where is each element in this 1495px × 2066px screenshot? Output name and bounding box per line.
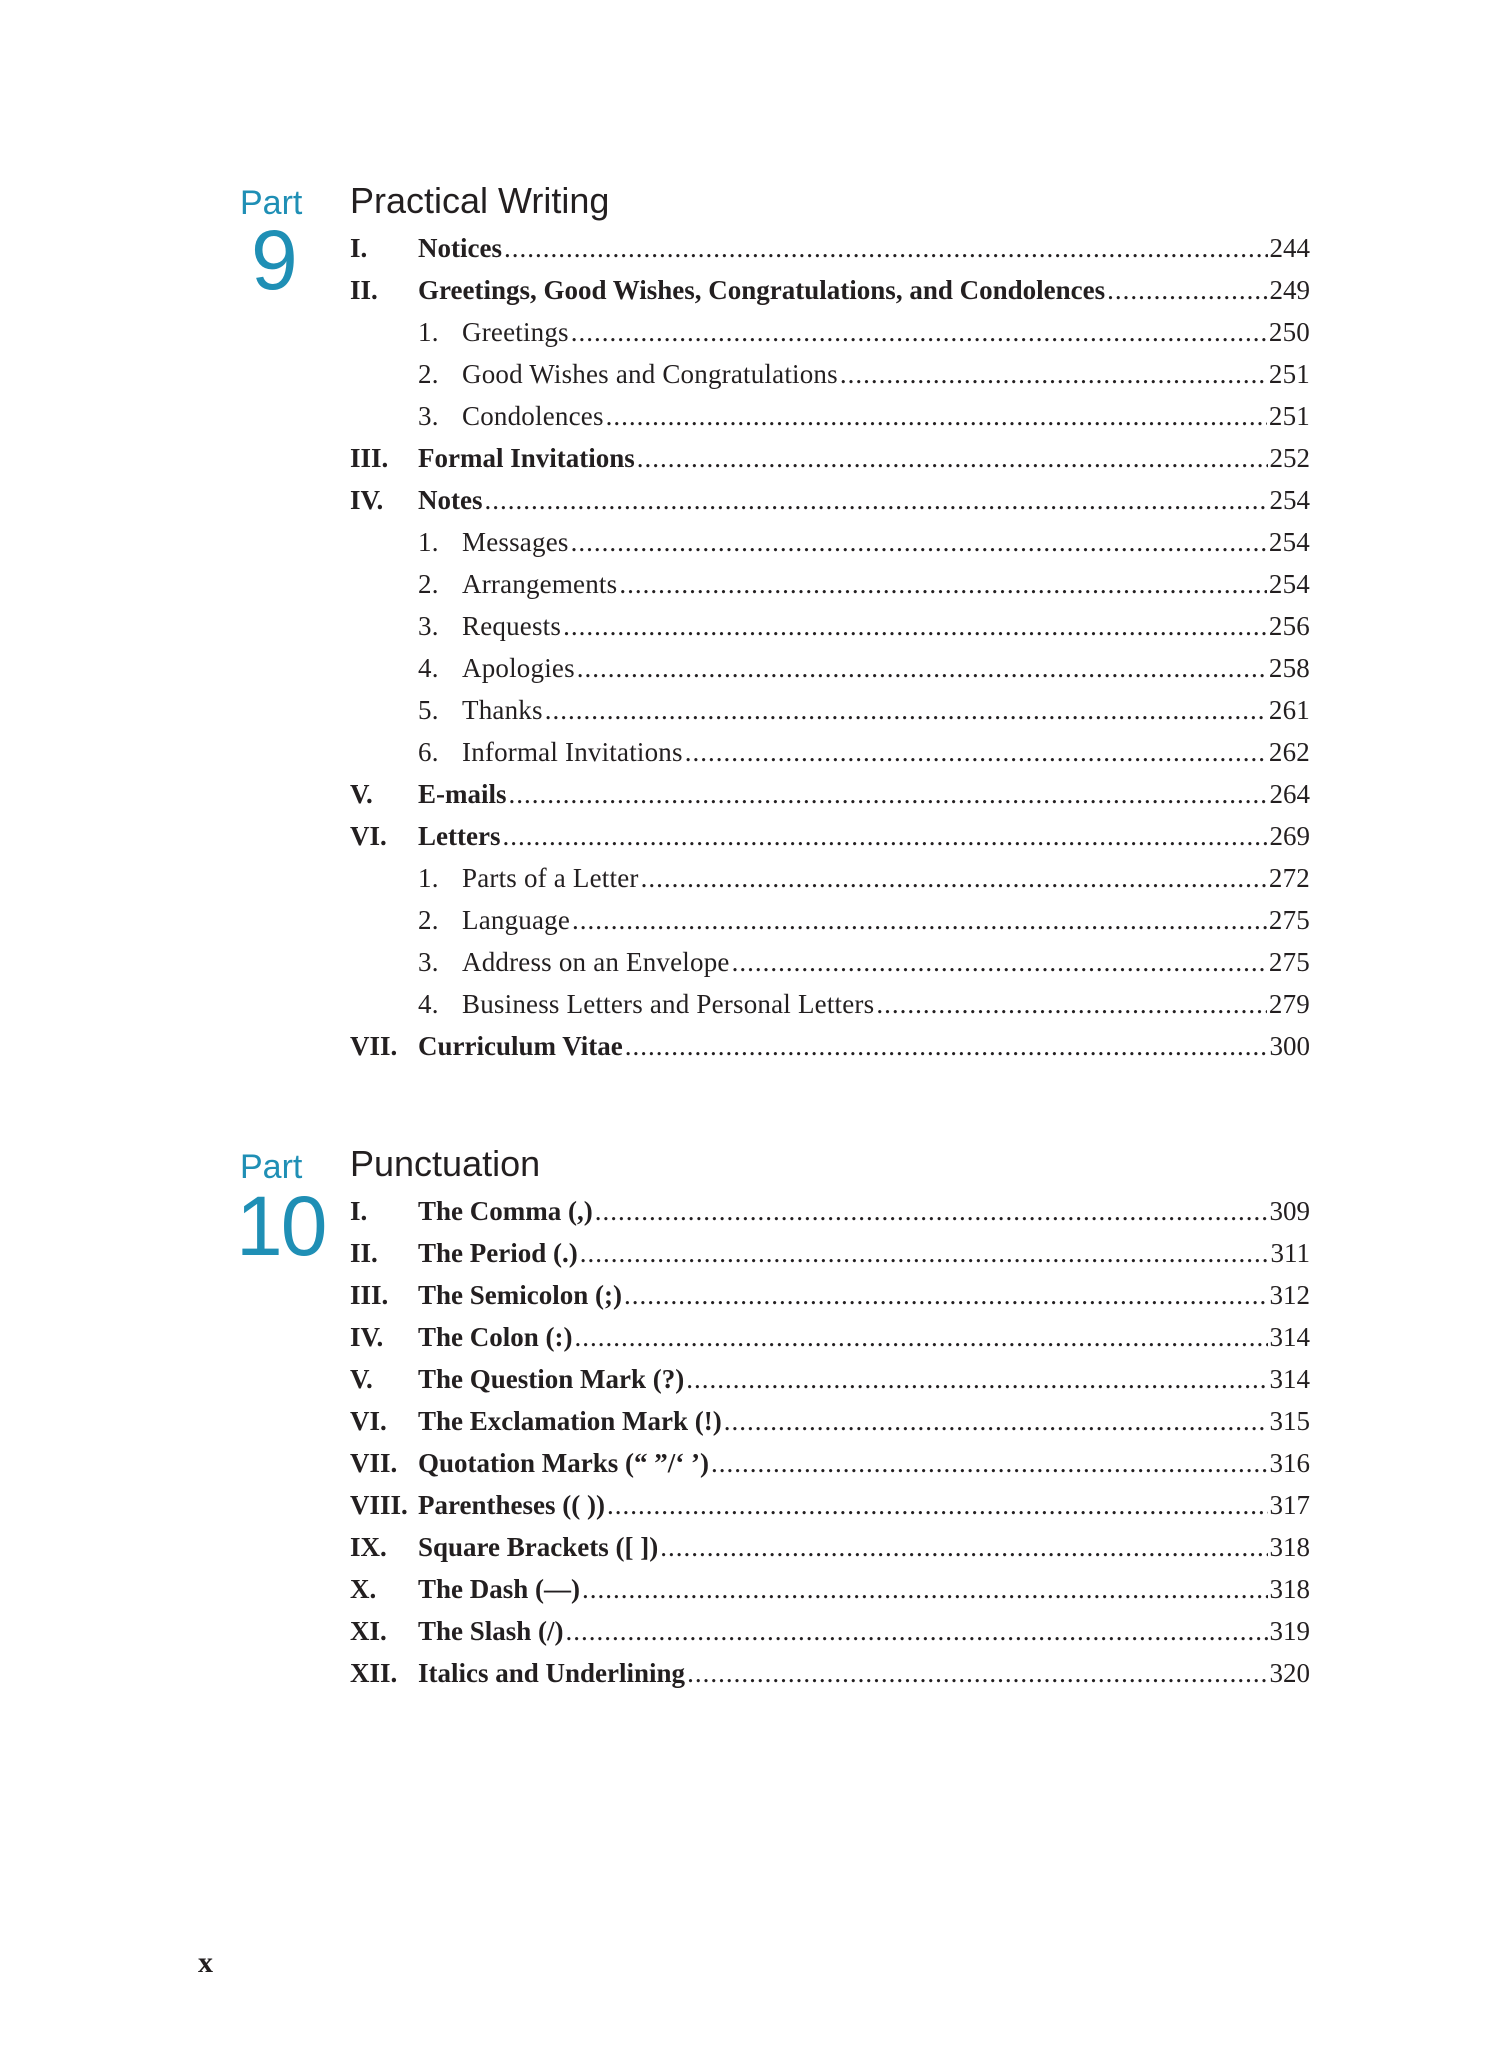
toc-entry-title: Business Letters and Personal Letters xyxy=(462,989,875,1019)
toc-entry-page: 309 xyxy=(1269,1196,1310,1226)
dot-leader xyxy=(571,521,1267,563)
toc-entry[interactable] xyxy=(350,1358,1310,1400)
toc-entry-page: 244 xyxy=(1269,233,1310,263)
toc-entry[interactable] xyxy=(350,227,1310,269)
dot-leader xyxy=(582,1568,1267,1610)
dot-leader xyxy=(509,773,1268,815)
toc-entry-page: 315 xyxy=(1269,1406,1310,1436)
toc-entry-number: II. xyxy=(350,1238,378,1268)
toc-entry-title: Greetings, Good Wishes, Congratulations, and Condolences xyxy=(418,275,1106,305)
toc-entry[interactable] xyxy=(350,1484,1310,1526)
dot-leader xyxy=(624,1274,1268,1316)
toc-entry-page: 269 xyxy=(1269,821,1310,851)
toc-entry-page: 264 xyxy=(1269,779,1310,809)
toc-entry[interactable] xyxy=(350,563,1310,605)
part-label: Part xyxy=(240,184,303,222)
toc-entry[interactable] xyxy=(350,1568,1310,1610)
dot-leader xyxy=(563,605,1267,647)
toc-entry-number: III. xyxy=(350,443,389,473)
toc-entry-page: 318 xyxy=(1269,1574,1310,1604)
toc-entry-title: E-mails xyxy=(418,779,507,809)
toc-entry-title: Square Brackets ([ ]) xyxy=(418,1532,659,1562)
toc-entry-title: Good Wishes and Congratulations xyxy=(462,359,838,389)
toc-entry-title: Requests xyxy=(462,611,562,641)
toc-entry-title: The Comma (,) xyxy=(418,1196,593,1226)
toc-entry[interactable] xyxy=(350,773,1310,815)
dot-leader xyxy=(595,1190,1268,1232)
part-label: Part xyxy=(240,1148,303,1186)
toc-entry[interactable] xyxy=(350,479,1310,521)
toc-entry-number: VII. xyxy=(350,1448,398,1478)
toc-entry-title: The Colon (:) xyxy=(418,1322,573,1352)
dot-leader xyxy=(686,1358,1267,1400)
toc-entry-number: I. xyxy=(350,233,368,263)
dot-leader xyxy=(572,899,1267,941)
toc-entry-title: Letters xyxy=(418,821,501,851)
toc-entry-page: 251 xyxy=(1268,359,1310,389)
toc-entry-page: 300 xyxy=(1269,1031,1310,1061)
toc-entry-title: The Semicolon (;) xyxy=(418,1280,622,1310)
part-title: Practical Writing xyxy=(350,180,610,221)
dot-leader xyxy=(504,227,1268,269)
part-number: 9 xyxy=(251,213,296,307)
page-folio: x xyxy=(198,1946,213,1979)
toc-entry-page: 317 xyxy=(1269,1490,1310,1520)
dot-leader xyxy=(637,437,1268,479)
toc-entry-title: Parentheses (( )) xyxy=(418,1490,605,1520)
toc-entry-title: The Exclamation Mark (!) xyxy=(418,1406,722,1436)
dot-leader xyxy=(876,983,1267,1025)
toc-entry-title: Messages xyxy=(462,527,569,557)
toc-entry[interactable] xyxy=(350,647,1310,689)
toc-entry[interactable] xyxy=(350,1610,1310,1652)
toc-entry-number: IX. xyxy=(350,1532,387,1562)
toc-entry-page: 275 xyxy=(1268,947,1310,977)
toc-entry-title: Greetings xyxy=(462,317,569,347)
toc-entry-number: III. xyxy=(350,1280,389,1310)
toc-list xyxy=(350,1190,1310,1694)
dot-leader xyxy=(732,941,1267,983)
toc-entry-page: 258 xyxy=(1268,653,1310,683)
toc-entry[interactable] xyxy=(350,941,1310,983)
toc-entry-title: Notices xyxy=(418,233,502,263)
dot-leader xyxy=(545,689,1267,731)
toc-entry[interactable] xyxy=(350,1526,1310,1568)
toc-entry-number: 1. xyxy=(418,527,439,557)
dot-leader xyxy=(571,311,1267,353)
toc-entry-page: 314 xyxy=(1269,1364,1310,1394)
toc-entry-page: 275 xyxy=(1268,905,1310,935)
toc-entry-number: V. xyxy=(350,1364,373,1394)
toc-entry-page: 249 xyxy=(1269,275,1310,305)
toc-entry-title: The Question Mark (?) xyxy=(418,1364,685,1394)
toc-entry-title: Informal Invitations xyxy=(462,737,683,767)
dot-leader xyxy=(687,1652,1267,1694)
toc-entry-number: 3. xyxy=(418,947,439,977)
toc-entry-page: 250 xyxy=(1268,317,1310,347)
toc-entry-number: XI. xyxy=(350,1616,387,1646)
dot-leader xyxy=(724,1400,1268,1442)
toc-entry-title: Arrangements xyxy=(462,569,618,599)
toc-entry[interactable] xyxy=(350,437,1310,479)
toc-entry-page: 279 xyxy=(1268,989,1310,1019)
toc-entry[interactable] xyxy=(350,1400,1310,1442)
toc-entry[interactable] xyxy=(350,353,1310,395)
toc-entry-number: I. xyxy=(350,1196,368,1226)
toc-entry-page: 254 xyxy=(1269,485,1310,515)
toc-entry[interactable] xyxy=(350,857,1310,899)
toc-entry-page: 262 xyxy=(1268,737,1310,767)
dot-leader xyxy=(575,1316,1268,1358)
toc-entry-number: 4. xyxy=(418,653,439,683)
toc-entry-number: II. xyxy=(350,275,378,305)
part-title: Punctuation xyxy=(350,1143,541,1184)
toc-entry[interactable] xyxy=(350,1652,1310,1694)
toc-entry-number: 1. xyxy=(418,863,439,893)
toc-entry-number: 2. xyxy=(418,359,439,389)
toc-entry[interactable] xyxy=(350,395,1310,437)
dot-leader xyxy=(580,1232,1269,1274)
toc-entry-title: Apologies xyxy=(462,653,575,683)
toc-entry-number: XII. xyxy=(350,1658,398,1688)
dot-leader xyxy=(502,815,1267,857)
toc-entry-page: 316 xyxy=(1269,1448,1310,1478)
toc-entry-number: 5. xyxy=(418,695,439,725)
toc-entry-title: Curriculum Vitae xyxy=(418,1031,623,1061)
part-number: 10 xyxy=(236,1179,326,1273)
dot-leader xyxy=(711,1442,1268,1484)
dot-leader xyxy=(641,857,1267,899)
toc-entry-number: 3. xyxy=(418,611,439,641)
toc-entry[interactable] xyxy=(350,1190,1310,1232)
toc-entry-title: The Slash (/) xyxy=(418,1616,564,1646)
toc-entry-title: Address on an Envelope xyxy=(462,947,730,977)
dot-leader xyxy=(606,395,1267,437)
toc-entry[interactable] xyxy=(350,983,1310,1025)
toc-entry-page: 320 xyxy=(1269,1658,1310,1688)
dot-leader xyxy=(840,353,1267,395)
dot-leader xyxy=(1107,269,1267,311)
toc-entry-number: IV. xyxy=(350,1322,384,1352)
toc-entry[interactable] xyxy=(350,1316,1310,1358)
toc-entry[interactable] xyxy=(350,1274,1310,1316)
toc-entry-page: 254 xyxy=(1268,569,1310,599)
toc-entry-number: IV. xyxy=(350,485,384,515)
dot-leader xyxy=(660,1526,1267,1568)
toc-entry-page: 256 xyxy=(1268,611,1310,641)
dot-leader xyxy=(607,1484,1268,1526)
toc-entry-page: 252 xyxy=(1269,443,1310,473)
toc-entry-number: 6. xyxy=(418,737,439,767)
toc-entry-number: V. xyxy=(350,779,373,809)
toc-entry[interactable] xyxy=(350,689,1310,731)
toc-entry-title: Italics and Underlining xyxy=(418,1658,686,1688)
toc-entry-number: 2. xyxy=(418,569,439,599)
dot-leader xyxy=(625,1025,1268,1067)
toc-entry-number: X. xyxy=(350,1574,377,1604)
toc-entry-number: VI. xyxy=(350,1406,387,1436)
toc-entry[interactable] xyxy=(350,1232,1310,1274)
toc-entry-page: 311 xyxy=(1270,1238,1310,1268)
toc-entry-number: VIII. xyxy=(350,1490,408,1520)
toc-entry-title: Parts of a Letter xyxy=(462,863,639,893)
toc-list xyxy=(350,227,1310,1067)
toc-entry-title: Language xyxy=(462,905,571,935)
dot-leader xyxy=(566,1610,1268,1652)
dot-leader xyxy=(685,731,1267,773)
toc-entry[interactable] xyxy=(350,731,1310,773)
toc-entry[interactable] xyxy=(350,899,1310,941)
toc-entry-page: 261 xyxy=(1268,695,1310,725)
dot-leader xyxy=(577,647,1267,689)
toc-entry-page: 312 xyxy=(1269,1280,1310,1310)
toc-entry[interactable] xyxy=(350,521,1310,563)
toc-entry-page: 314 xyxy=(1269,1322,1310,1352)
toc-entry-number: 3. xyxy=(418,401,439,431)
toc-entry-number: VI. xyxy=(350,821,387,851)
toc-entry-title: The Dash (—) xyxy=(418,1574,581,1604)
toc-entry-title: Thanks xyxy=(462,695,543,725)
toc-entry-number: 2. xyxy=(418,905,439,935)
toc-entry-number: 1. xyxy=(418,317,439,347)
toc-entry[interactable] xyxy=(350,605,1310,647)
toc-entry-title: Formal Invitations xyxy=(418,443,635,473)
toc-entry-page: 272 xyxy=(1268,863,1310,893)
toc-entry[interactable] xyxy=(350,269,1310,311)
dot-leader xyxy=(484,479,1267,521)
toc-entry-number: VII. xyxy=(350,1031,398,1061)
toc-entry-page: 251 xyxy=(1268,401,1310,431)
toc-entry-page: 318 xyxy=(1269,1532,1310,1562)
toc-entry-number: 4. xyxy=(418,989,439,1019)
dot-leader xyxy=(619,563,1267,605)
toc-entry-title: Notes xyxy=(418,485,483,515)
toc-entry-title: Condolences xyxy=(462,401,604,431)
toc-entry[interactable] xyxy=(350,311,1310,353)
toc-entry-title: Quotation Marks (“ ”/‘ ’) xyxy=(418,1448,709,1478)
toc-entry-title: The Period (.) xyxy=(418,1238,578,1268)
toc-entry[interactable] xyxy=(350,815,1310,857)
toc-entry-page: 254 xyxy=(1268,527,1310,557)
toc-entry-page: 319 xyxy=(1269,1616,1310,1646)
toc-entry[interactable] xyxy=(350,1025,1310,1067)
toc-entry[interactable] xyxy=(350,1442,1310,1484)
